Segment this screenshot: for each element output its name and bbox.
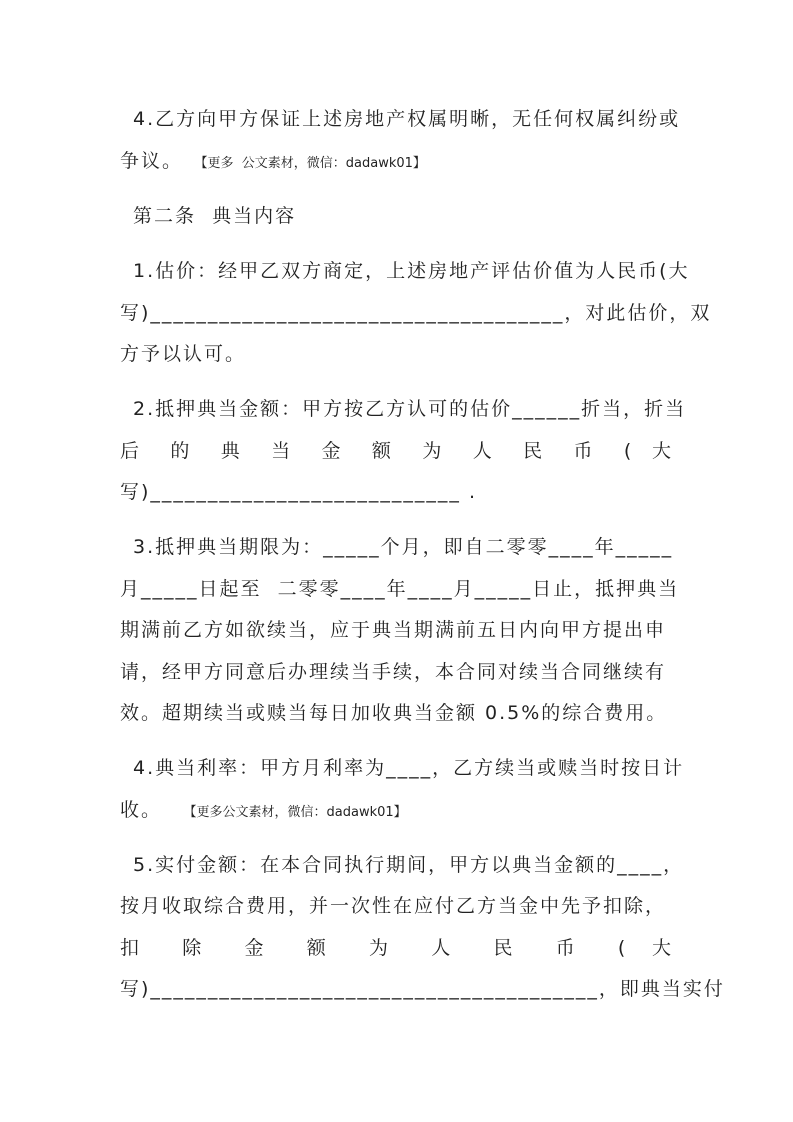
clause-4b-text: 收。 (120, 799, 163, 821)
clause-1-line-1: 1.估价：经甲乙双方商定，上述房地产评估价值为人民币(大 (133, 260, 690, 282)
clause-4-text: 争议。 (120, 150, 184, 172)
clause-3-line-2: 月_____日起至 二零零____年____月_____日止，抵押典当 (120, 578, 680, 600)
clause-5-line-2: 按月收取综合费用，并一次性在应付乙方当金中先予扣除， (120, 895, 667, 917)
clause-4b-line-1: 4.典当利率：甲方月利率为____，乙方续当或赎当时按日计 (133, 757, 685, 779)
section-heading: 第二条 典当内容 (133, 205, 297, 227)
clause-2-line-3: 写)___________________________ . (120, 481, 477, 503)
clause-5-line-3: 扣 除 金 额 为 人 民 币 ( 大 (120, 937, 673, 959)
clause-4b-line-2 (120, 797, 673, 826)
promo-note-2: 【更多公文素材，微信：dadawk01】 (190, 805, 407, 820)
clause-2-line-1: 2.抵押典当金额：甲方按乙方认可的估价______折当，折当 (133, 398, 687, 420)
clause-1-line-2: 写)____________________________________，对此估价，双 (120, 302, 712, 324)
clause-3-line-3: 期满前乙方如欲续当，应于典当期满前五日内向甲方提出申 (120, 619, 667, 641)
clause-1-line-3: 方予以认可。 (120, 343, 247, 365)
clause-4-line-2 (120, 148, 673, 177)
clause-3-line-5: 效。超期续当或赎当每日加收典当金额 0.5%的综合费用。 (120, 702, 668, 724)
clause-3-line-1: 3.抵押典当期限为：_____个月，即自二零零____年_____ (133, 536, 674, 558)
promo-note: 【更多 公文素材，微信：dadawk01】 (201, 156, 426, 171)
clause-2-line-2: 后 的 典 当 金 额 为 人 民 币 ( 大 (120, 440, 673, 462)
clause-5-line-4: 写)_______________________________________，即典当实付 (120, 978, 725, 1000)
clause-5-line-1: 5.实付金额：在本合同执行期间，甲方以典当金额的____， (133, 854, 685, 876)
clause-4-line-1: 4.乙方向甲方保证上述房地产权属明晰，无任何权属纠纷或 (133, 108, 681, 130)
clause-3-line-4: 请，经甲方同意后办理续当手续，本合同对续当合同继续有 (120, 661, 667, 683)
